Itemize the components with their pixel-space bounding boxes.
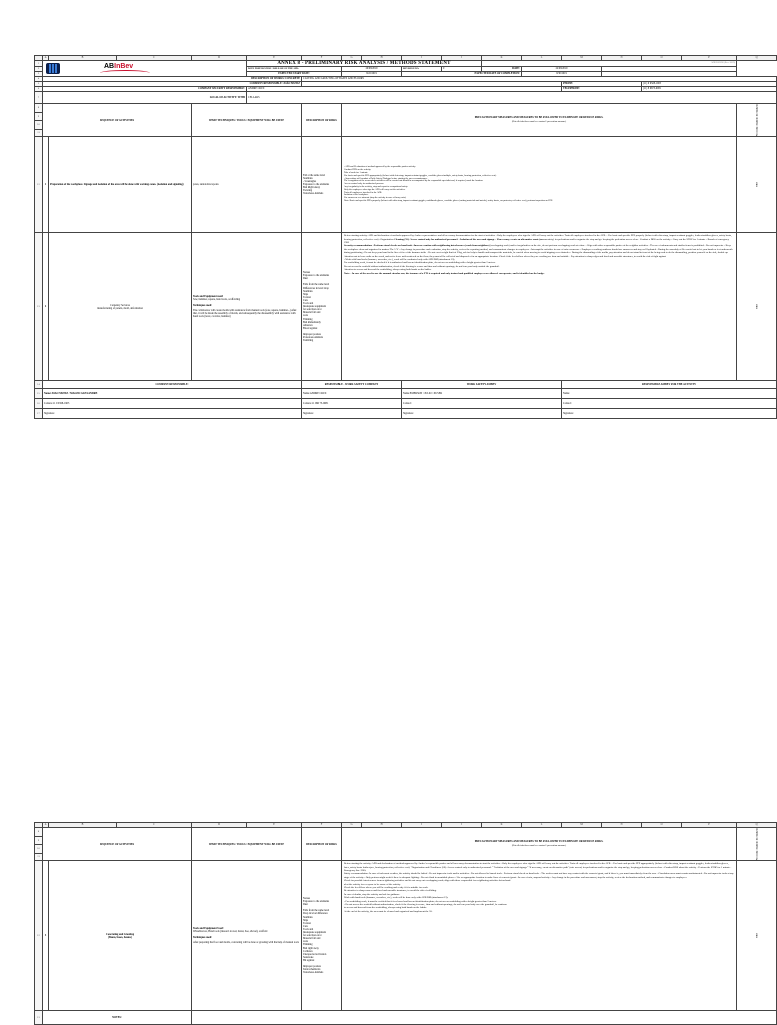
risk-analysis-table — [34, 55, 777, 419]
row-number: 14 — [35, 381, 43, 389]
signature-contact: Contact: — [402, 399, 562, 409]
column-header-row — [35, 828, 777, 837]
security-responsible-label: COMPANY SECURITY RESPONSIBLE: — [43, 87, 247, 92]
col-letter: G — [342, 56, 362, 61]
row-number: 12 — [35, 137, 43, 233]
col-letter: K — [482, 56, 522, 61]
signature-field: Signature: — [562, 409, 777, 419]
col-letter: D — [192, 56, 247, 61]
activity-techniques — [192, 861, 302, 1011]
necessity-column-header: Necessity Analysis do Analysis — [737, 828, 777, 861]
abinbev-wordmark — [104, 65, 133, 68]
col-letter: K — [482, 823, 522, 828]
col-letter: B — [49, 823, 117, 828]
responsible-ambev-header: RESPONSIBLE AMBEV FOR THE ACTIVITY — [562, 381, 777, 389]
column-header-row — [35, 104, 777, 113]
activity-necessity: YES — [737, 233, 777, 381]
activity-description: Preparation of the workplace. Signage and isolation of the area will be done with warning cones. (isolation and signaling) — [49, 137, 192, 233]
logo-brand-red: InBev — [114, 63, 134, 70]
date-value: 20/08/2019 — [342, 67, 402, 72]
signature-contact: Contato:11 9 9328-1905 — [43, 399, 302, 409]
table-row — [35, 233, 777, 381]
row-number: 9 — [35, 836, 43, 845]
logo-brand: AB — [104, 63, 115, 70]
row-number: 13 — [35, 1011, 43, 1025]
risk-analysis-table-continued — [34, 822, 777, 1025]
sheet-page-1 — [34, 55, 758, 427]
row-number: 11 — [35, 853, 43, 860]
location-label: LOCAL OF ACTIVITY: WTHI — [43, 92, 247, 104]
measures-header-title: PRECAUTIONARY MEASURES AND MEASURES TO BE FOLLOWED TO ELIMINATE OR REDUCE RISKS. — [474, 840, 604, 844]
tools-title: Tools and Equipment used: — [193, 294, 224, 298]
signature-name: Name:EMERSON / JULIO / XUSER — [402, 389, 562, 399]
col-letter: F — [302, 56, 342, 61]
revision-value: 0 — [442, 67, 482, 72]
col-letter: O — [642, 823, 682, 828]
notes-row — [35, 1011, 777, 1025]
row-number: 7 — [35, 92, 43, 104]
row-number: 3 — [35, 72, 43, 77]
table-row — [35, 137, 777, 233]
row-number: 2 — [35, 67, 43, 72]
activity-risks: Noises Exposure to the elements Dust Falls from the same level Differences in level drop Stumbles Slips Torsion Cuts Tools and Inadequate equipment for selection error Material fall and tools Thinning Bad immediately Abrasion Blood against Improper posture Poisonous Animals Tumbling — [302, 233, 342, 381]
measures-header-note: (Not all risks there must be a control / prevention measure) — [511, 121, 567, 124]
document-code: APR/2019/06 (Rev. 2019) — [482, 61, 737, 67]
techniques-title: Techniques used: — [193, 304, 213, 308]
signature-name: Name: — [562, 389, 777, 399]
sequence-column-header: SEQUENCE OF ACTIVITIES — [43, 104, 192, 137]
signature-field: Signature: — [302, 409, 402, 419]
signature-field: Signature: — [43, 409, 302, 419]
activity-necessity: YES — [737, 137, 777, 233]
col-letter: M — [562, 823, 602, 828]
signature-sign-row — [35, 409, 777, 419]
col-letter: A — [43, 823, 49, 828]
col-letter: C — [117, 823, 192, 828]
col-letter: J — [442, 56, 482, 61]
measures-text: safety) for pedestrians and/or organize the stop and go. keeping the pedestrian access clear - Conduct a DDS on the activity - Carry out the STOP for 1 minute - Branch of emergency 1900 — [344, 237, 730, 244]
measures-text: Before starting activity: APR and declaration of methods approved by Ambev representatives and all necessary documentation for the start of activities - Only the employees who sign the APR will carry out the activities. Train all employees involved in the APR. - Use basic and specific PPE properly (helmet with chin strap, impact-resistant goggles, leather/multibrs gloves, safety boots, hearing protection, reflective vest) - Organization — [344, 234, 732, 241]
measures-column-header — [342, 104, 737, 137]
col-letter: M — [562, 56, 602, 61]
activity-measures: Before starting the activity: APR and declaration of methods approved by Ambev's responsible parties and all necessary documentation to start the activities - Only the employees who sign the APR will carry out the activities. Train all employees involved in the APR. - Use basic and specific PPE appropriately (helmet with chin strap, impact-resistant goggles, leather/multibrs gloves, latex, safety boots leather/pvc, hearing protection, reflective vest). "Organization and Cleanliness (5S): Access control only to authorized personnel." "Isolation of the area and signage" "If necessary, create an alternative path" (safe access) for pedestrians and/or organize the stop and go, keeping pedestrian access clear - Conduct DDS about the activity - Perform the STOP for 1 minute - Emergency line 1900; Safety recommendation: In case of inclement weather, the activity should be halted - Do not improvise tools and/or activities - Do not allowed to launch tools - Perform visual check on hand tools - The worker must not have any contact with the concrete/grout, and if there is, you must immediately clean the area - Circulation areas must remain unobstructed - Do not improvise tools at any stage of the activity - Only perform night work if there is adequate lighting - Do not climb in unsuitable places - Use an appropriate location to make lines of concrete/grout - In case of rain, suspend activity - Any change in the procedure and assessment, stop the activity, review the declaration method, and communicate changes to employees Check for possible interferences from neighboring activities and do not carry out overlapping work; align with those responsible for neighboring activities beforehand. alert the activity for everyone to be aware of the activity. Check the level/floor where you will be working and verify if it is suitable for work. Be attentive to sharp corners and fixed and movable structures, to avoid the risk of colliding. In case of doubts, stop the activity and ask for guidance. Work with hand tools (hammer, wrenches, etc.), work will be done only with APR/DM (attachment 13); - For scaffolding work, it must be verified that it is released and has an identification plate; do not access scaffolding with a height greater than 2 meters. - Do not access the scaffold without authorization, check if the flooring is secure, firm and without openings, do not lean your body over the guardrail, be cautious. to access and descend from the scaffolding, always using both hands on the ladder. At the end of the activity, the area must be cleaned and organized and implement the 5S. — [342, 861, 737, 1011]
works-label: DESCRIPTION OF WORKS: CONCRETE — [43, 77, 302, 82]
col-letter: B — [49, 56, 117, 61]
signature-contact: Contato:11 996 73-9081 — [302, 399, 402, 409]
col-letter: N — [602, 56, 642, 61]
risks-column-header: DESCRIPTION OF RISKS — [302, 828, 342, 861]
activity-techniques — [192, 233, 302, 381]
necessity-column-header: Necessity Analysis do Analysis — [737, 104, 777, 137]
activity-sequence-number: 3 — [43, 861, 49, 1011]
row-number: 9 — [35, 112, 43, 121]
work-safety-ambev-header: WORK SAFETY AMBEV — [402, 381, 562, 389]
measures-header-note: (Not all risks there must be a control / prevention measure) — [511, 845, 567, 848]
row-number: 13 — [35, 233, 43, 381]
activity-sequence-number: 1 — [43, 137, 49, 233]
signature-name: Name:ANDRE CRUZ — [302, 389, 402, 399]
activity-description: Carpentry Services manufacturing of panels, mold, deformation — [49, 233, 192, 381]
col-letter: D — [192, 823, 247, 828]
col-letter: A — [43, 56, 49, 61]
measures-note: Note: - In case of the need to use the manual circular saw, the issuance of a PTI is required and only trained and qualified employees are allowed. can operate, and is identified on the badge. — [344, 271, 545, 275]
works-value: CASTING AND GROUTING OF BASES AND FLOORS — [302, 77, 777, 82]
ambev-mark-icon — [46, 63, 60, 74]
location-row — [35, 92, 777, 104]
expected-start-label: EXPECTED START DATE: — [247, 72, 342, 77]
signature-field: Signature: — [402, 409, 562, 419]
abinbev-logo — [44, 61, 245, 76]
row-number: 17 — [35, 409, 43, 419]
activity-measures: - APR and Declaration of method approved by the responsible parties activity. Conduct DDS on the activity. Take a break for 1 minute. Use basic and specific PPE appropriately (helmet with chin strap, impact-resistant goggles, cowhide gloves/multiple, safety boots, hearing protection, reflective vest). - Supervision will conduct a Daily Safety Dialogue before starting the area reconnaissance. The recognition of the areas where activities will be carried out should be accompanied by the responsible specialist and, if required, mark the location. Access control only for authorized persons. Any irregularity in the activity, stop and report to occupational safety. Only the employees who sign the APR will carry out the activities. Train all employees involved in the APR. Isolation of the workplace. Use sunscreen or a raincoat (stop the activity in case of heavy rain). Note: Basic and specific PPEs properly (helmet with chin strap, impact-resistant goggles, multibrush gloves, cowhide gloves (cutting materials and metals), safety boots, ear protector, reflective vest), perform inspection on PPE. — [342, 137, 737, 233]
col-letter: L — [522, 56, 562, 61]
measures-bold-text: Cleaning (5S): Access control only for authorized personnel. - Isolation of the area and signage - If necessary, create an alternative route (access — [394, 237, 547, 241]
expected-start-value: 8/22/2019 — [342, 72, 402, 77]
measures-bold-text: Security recommendation: -Perform visual checks on hand tools -Increase caution with neighboring interferences (work from neighbors) — [344, 244, 490, 248]
sequence-column-header: SEQUENCE OF ACTIVITIES — [43, 828, 192, 861]
col-letter: O — [642, 56, 682, 61]
row-number: 1 — [35, 61, 43, 67]
techniques-value: After preparing the floor and molds, concreting will be done or grouting with the help of manual tools — [193, 941, 299, 945]
logo-swoosh-icon — [100, 70, 150, 76]
location-value: CELLARS — [247, 92, 777, 104]
tools-title: Tools and Equipment Used: — [193, 926, 224, 930]
activity-risks: Fall at the same level Stumbles - Scuenagles Exposure to the elements Bad Right Away Twisting Venomous Animals — [302, 137, 342, 233]
row-number: 8 — [35, 104, 43, 113]
techniques-title: Techniques used: — [193, 936, 213, 940]
notes-value — [192, 1011, 777, 1025]
activity-risks: Noises Exposure to the elements Dust Falls from the same level Drop in level difference Stumbles Slips Torsion Cuts Tools and Inadequate equipment for selection error Material fall and tools Thinning Bad right away Collision Unexpected activation Sunstroke Hit against Improper posture Tenicochemicals Venomous Animals — [302, 861, 342, 1011]
expected-completion-value: 9/30/2019 — [522, 72, 602, 77]
work-safety-company-header: RESPONSIBLE - WORK SAFETY COMPANY — [302, 381, 402, 389]
row-number: 8 — [35, 828, 43, 837]
col-letter: E — [247, 56, 302, 61]
row-number: 15 — [35, 389, 43, 399]
expected-completion-label: EXPECTED DATE OF COMPLETION: — [402, 72, 522, 77]
col-letter: N — [602, 823, 642, 828]
sheet-page-2 — [34, 822, 758, 1024]
phone-label: PHONE: — [562, 82, 642, 87]
techniques-value: The collaborator will create molds with assistance from manual tools (saw, square, hammer...) After that, it will be made the assembly of molds, and subsequently the disassembly with assistance with hand tools (lever, crowbar, hammer) — [193, 309, 297, 319]
col-letter: Q — [737, 56, 777, 61]
signature-header-row — [35, 381, 777, 389]
measures-text: (overlapping work) and/or irregularities on the site, do not perform overlapping work at a time - Align with other responsible parties of the neighbor activities - The use of adornments and similar items is prohibited - Do not improvise - Keep the workplace clean and organized in matters The 5 'S' - Any change in procedure and evaluation, stop the activity, review the reporting method, and communicate changes to employees - Interrupt the activities in case of rain occurrence - Employees working outdoors should use sunscreen and stay well hydrated - During the assembly of Be careful not to let your hands or feet underneath during positioning - Do not keep your hand in the line of fire of the hammer strike - Do not exert weight limit of 25kg, ask for help to handle and transport the materials, be careful when moving to avoid tripping over obstacles - During the dismantling of the molds, pay attention and do not stand in front of the being used to do the dismantling, position yourself on the side, double up Attention not to leave nails on the wood, and not to leave nails scattered on the floor; they must all be collected and disposed of in an appropriate location. Check if the levels/floor where they are working are firm and suitable - Pay attention to sharp edges and fixed and movable structures, to avoid the risk of fight against - Work with hand tools (hammer, wrenches, etc.), work will be conducted only with APR/DM (attachment 13); For scaffolding work, it must be checked if it is authorized and has an identification plate, do not access scaffolding with a height greater than 2 meters. Do not access the scaffold without authorization, check if the flooring is secure and firm and without openings, do not lean your body outside the guardrail. Attention to access and descend the scaffolding, always using both hands on the ladder. — [344, 244, 733, 272]
row-number: 11 — [35, 129, 43, 136]
risks-column-header: DESCRIPTION OF RISKS — [302, 104, 342, 137]
logo-cell — [43, 61, 247, 77]
col-letter: I — [402, 823, 442, 828]
table-row — [35, 861, 777, 1011]
col-letter: P — [682, 823, 737, 828]
measures-header-title: PRECAUTIONARY MEASURES AND MEASURES TO BE FOLLOWED TO ELIMINATE OR REDUCE RISKS. — [474, 116, 604, 120]
activity-measures — [342, 233, 737, 381]
document-title: ANNEX 8 - PRELIMINARY RISK ANALYSIS / METHODS STATEMENT — [247, 61, 482, 67]
company-responsible-header: COMPANY RESPONSIBLE: — [43, 381, 302, 389]
telephone-label: TELEPHONE: — [562, 87, 642, 92]
company-responsible-label: COMPANY RESPONSIBLE: JOÃO MUNIZ — [43, 82, 302, 87]
col-letter: L — [522, 823, 562, 828]
col-letter: H — [362, 823, 402, 828]
phone-value: (11) 9 9328-1905 — [642, 82, 777, 87]
activity-sequence-number: 2 — [43, 233, 49, 381]
row-number: 16 — [35, 399, 43, 409]
col-letter: F — [302, 823, 342, 828]
row-number: 5 — [35, 82, 43, 87]
date-label: DATE PREPARATION / RELEASE OF THE APR: — [247, 67, 342, 72]
col-letter: P — [682, 56, 737, 61]
col-letter: H — [362, 56, 402, 61]
row-number: 4 — [35, 77, 43, 82]
techniques-column-header: WHAT TECHNIQUES / TOOLS / EQUIPMENT WILL BE USED? — [192, 828, 302, 861]
col-letter: Q — [737, 823, 777, 828]
signature-name-row — [35, 389, 777, 399]
security-responsible-value: ANDRE CRUZ — [247, 87, 562, 92]
signature-name: Name:JOAO MUNIZ / MAGNO ALEXANDRE — [43, 389, 302, 399]
tools-value: Wheelbarrow, Hand tools (mason's trowel, batter, hoe, shovel), scaffold — [193, 930, 268, 934]
col-letter: E — [247, 823, 302, 828]
col-letter: C — [117, 56, 192, 61]
col-letter: I — [402, 56, 442, 61]
row-number: 10 — [35, 121, 43, 130]
row-number: 12 — [35, 861, 43, 1011]
telephone-value: (11) 8 9673-9081 — [642, 87, 777, 92]
activity-description: Concreting and Grouting (Beam, bases, beams) — [49, 861, 192, 1011]
notes-label: NOTES: — [43, 1011, 192, 1025]
tools-value: Saw, hammer, square, hand tools, scaffolding — [193, 297, 241, 301]
techniques-column-header: WHAT TECHNIQUES / TOOLS / EQUIPMENT WILL BE USED? — [192, 104, 302, 137]
measures-column-header — [342, 828, 737, 861]
signature-contact: Contact: — [562, 399, 777, 409]
col-letter: G — [342, 823, 362, 828]
activity-necessity: YES — [737, 861, 777, 1011]
col-letter: J — [442, 823, 482, 828]
dates-value: 22/08/2019 — [522, 67, 602, 72]
activity-techniques: poles, zuntoid/zucopoles — [192, 137, 302, 233]
signature-contact-row — [35, 399, 777, 409]
revision-label: REVISION NO: — [402, 67, 442, 72]
row-number: 6 — [35, 87, 43, 92]
row-number: 10 — [35, 845, 43, 854]
dates-label: DATE: — [482, 67, 522, 72]
